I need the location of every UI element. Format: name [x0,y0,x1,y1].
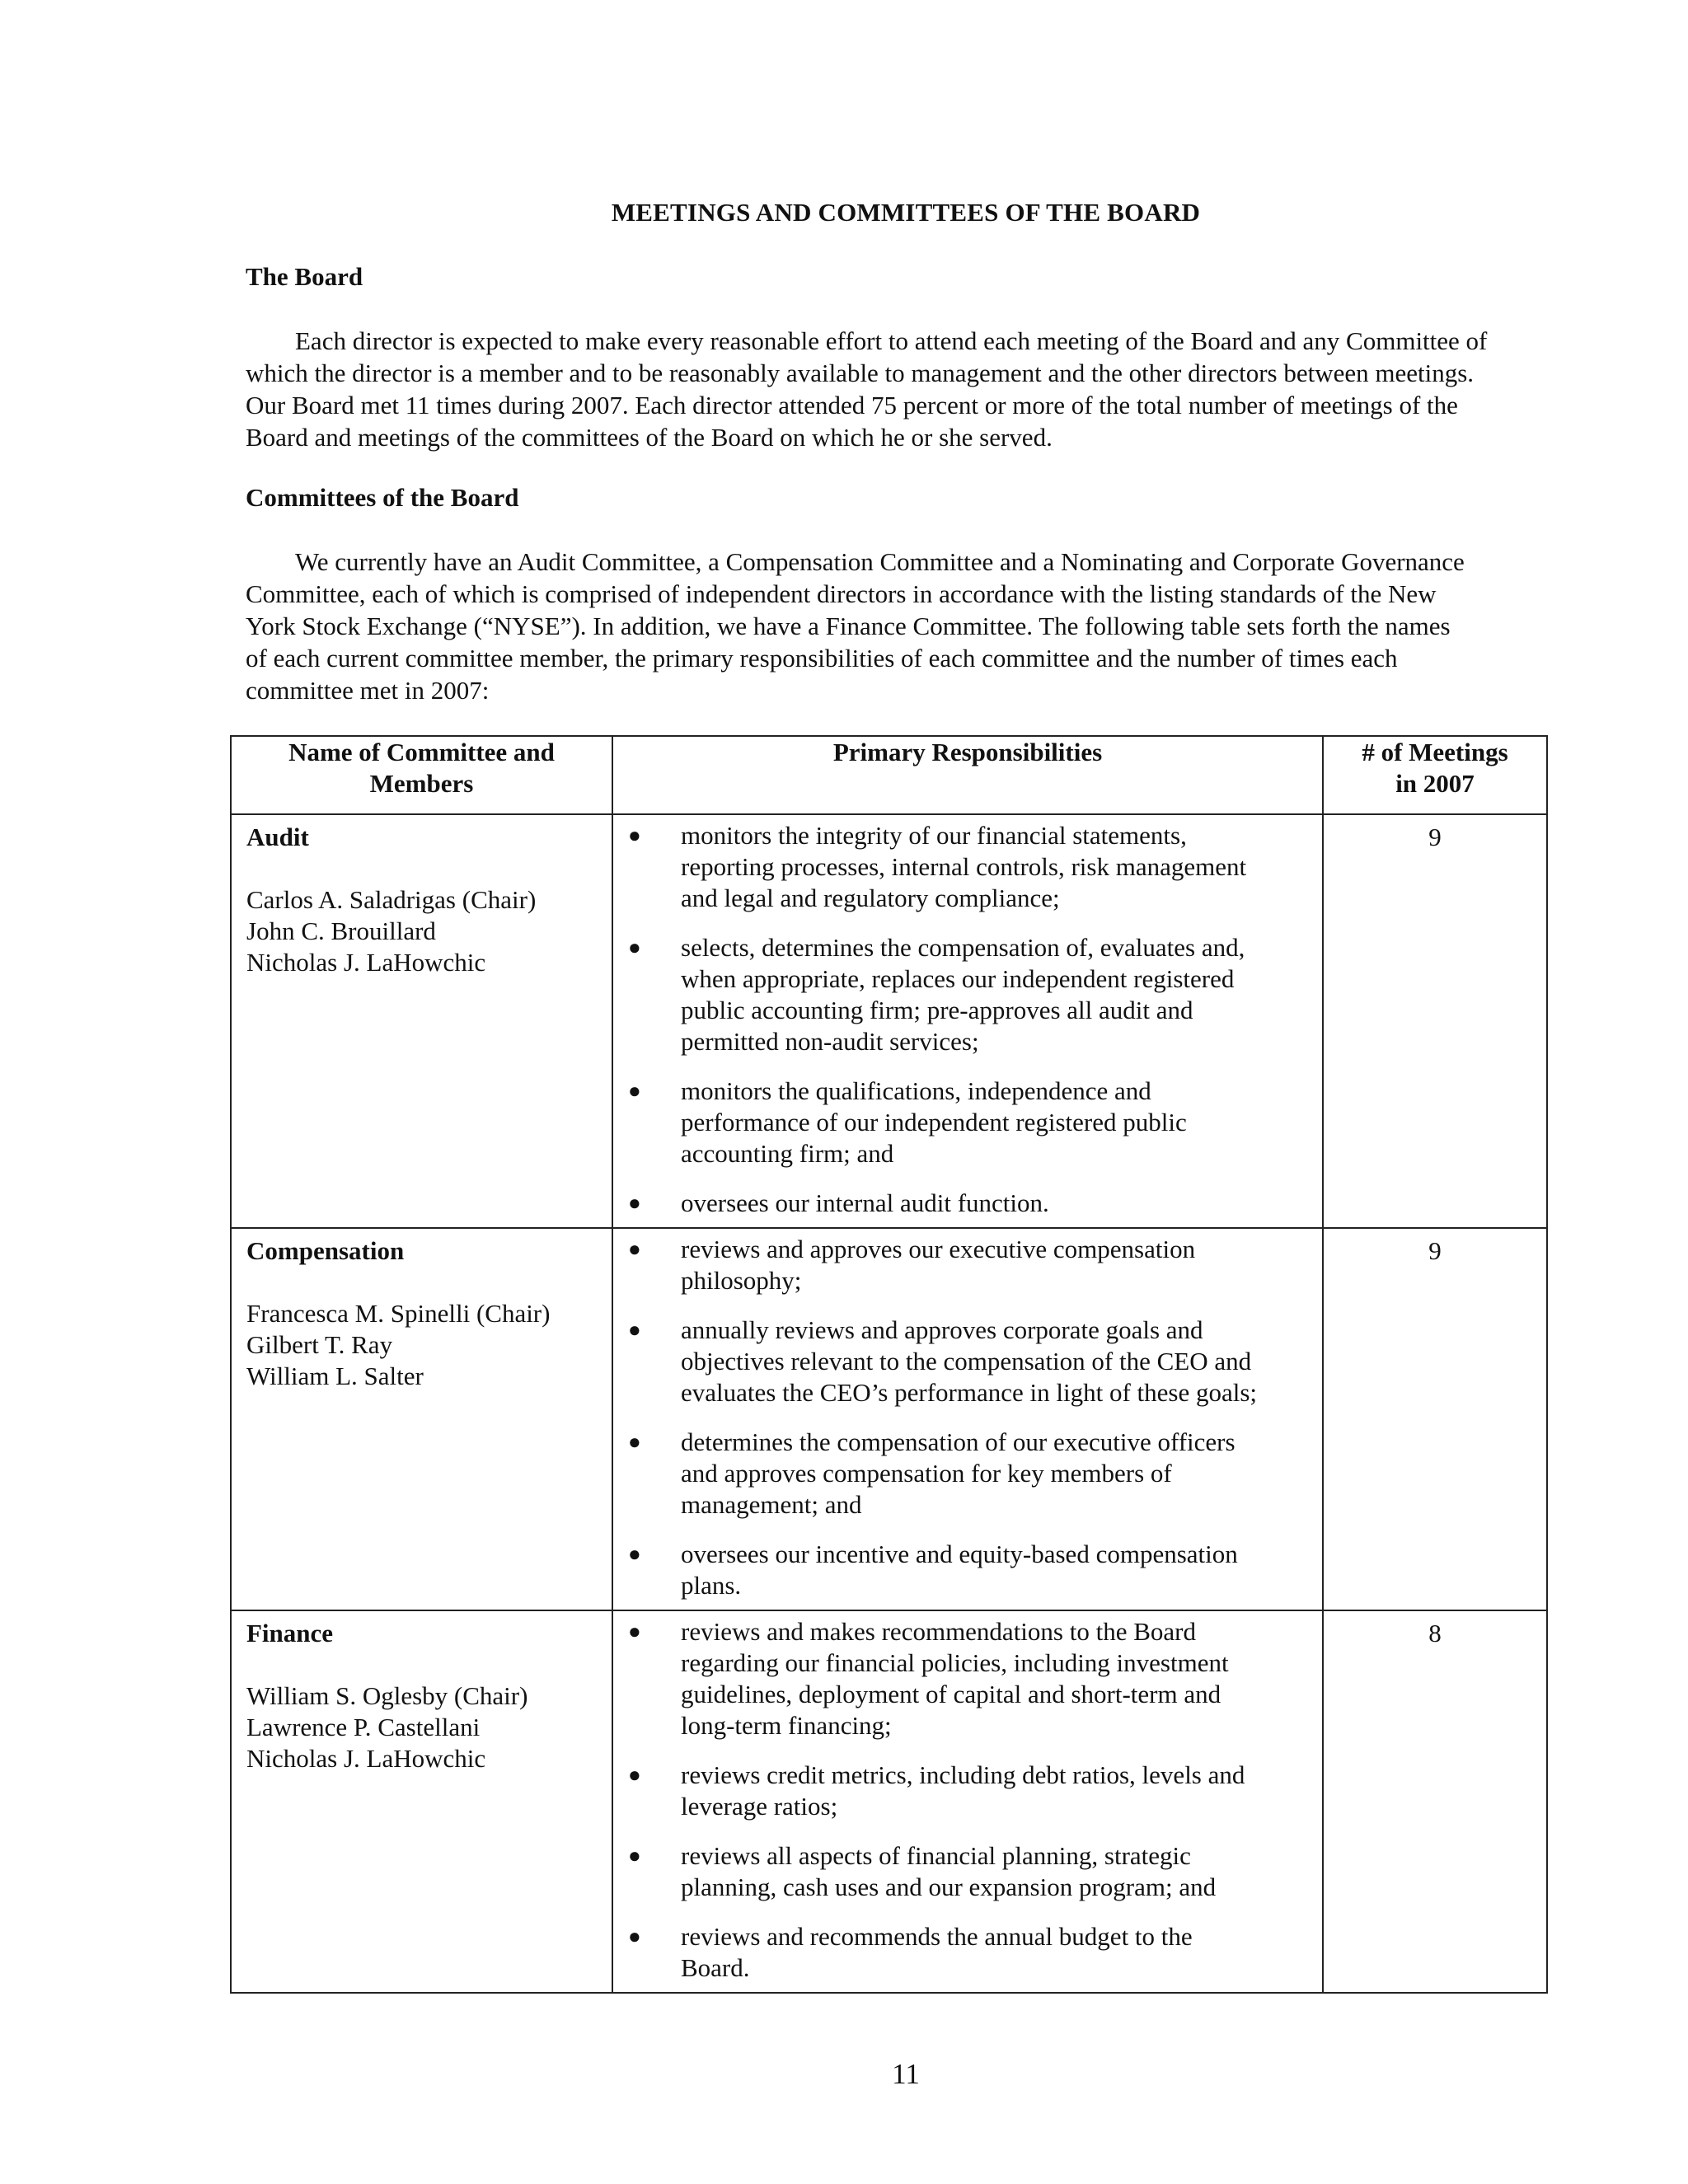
table-row [231,1610,1547,1993]
responsibility-line: oversees our incentive and equity-based compensation [681,1540,1238,1568]
responsibility-item [621,820,1314,914]
responsibility-line: monitors the qualifications, independence and [681,1076,1151,1105]
responsibility-item [621,1188,1314,1219]
bullet-icon: ● [628,1844,641,1868]
committee-member: Nicholas J. LaHowchic [246,1744,486,1773]
responsibility-item [621,1076,1314,1169]
committee-cell [231,1610,612,1993]
responsibility-line: when appropriate, replaces our independent registered [681,964,1235,993]
responsibility-line: reviews and recommends the annual budget to the [681,1922,1193,1951]
paragraph-line: York Stock Exchange (“NYSE”). In addition, we have a Finance Committee. The following table sets forth the names [246,612,1451,640]
responsibility-item [621,1539,1314,1601]
committee-member: Lawrence P. Castellani [246,1713,481,1741]
board-heading: The Board [246,262,363,291]
committee-member: Carlos A. Saladrigas (Chair) [246,885,537,914]
board-paragraph [246,325,1573,453]
responsibility-line: Board. [681,1953,750,1982]
committees-heading: Committees of the Board [246,483,519,512]
responsibility-item [621,1840,1314,1903]
column-header-responsibilities: Primary Responsibilities [612,736,1323,814]
table-row [231,1228,1547,1610]
meetings-count: 9 [1323,814,1547,1228]
committee-member: William S. Oglesby (Chair) [246,1681,528,1710]
header-line: Name of Committee and [288,738,555,766]
bullet-icon: ● [628,823,641,847]
column-header-name [231,736,612,814]
committee-name: Audit [246,823,309,851]
responsibility-line: and legal and regulatory compliance; [681,883,1060,912]
responsibility-item [621,1234,1314,1296]
responsibility-line: plans. [681,1571,742,1600]
committee-name: Finance [246,1619,334,1647]
responsibility-line: guidelines, deployment of capital and short-term and [681,1680,1221,1708]
header-line: in 2007 [1395,769,1475,798]
meetings-count: 8 [1323,1610,1547,1993]
header-line: # of Meetings [1362,738,1508,766]
responsibility-item [621,1760,1314,1822]
committee-member: John C. Brouillard [246,916,436,945]
responsibility-line: regarding our financial policies, including investment [681,1648,1229,1677]
responsibility-line: reviews all aspects of financial planning, strategic [681,1841,1191,1870]
bullet-icon: ● [628,1191,641,1215]
bullet-icon: ● [628,1542,641,1566]
bullet-icon: ● [628,1430,641,1454]
paragraph-line: Board and meetings of the committees of the Board on which he or she served. [246,423,1053,452]
responsibility-item [621,1427,1314,1521]
responsibility-line: selects, determines the compensation of, evaluates and, [681,933,1245,962]
responsibilities-cell [612,1228,1323,1610]
responsibility-line: philosophy; [681,1266,802,1295]
responsibility-line: public accounting firm; pre-approves all audit and [681,996,1193,1024]
responsibilities-cell [612,814,1323,1228]
responsibility-line: oversees our internal audit function. [681,1188,1049,1217]
bullet-icon: ● [628,1763,641,1787]
responsibility-line: reviews and makes recommendations to the Board [681,1617,1196,1646]
meetings-count: 9 [1323,1228,1547,1610]
responsibility-line: leverage ratios; [681,1792,838,1821]
page-title: MEETINGS AND COMMITTEES OF THE BOARD [611,198,1201,227]
bullet-icon: ● [628,1619,641,1643]
paragraph-line: committee met in 2007: [246,676,490,705]
committee-member: Francesca M. Spinelli (Chair) [246,1299,551,1328]
responsibility-line: reviews and approves our executive compensation [681,1235,1196,1263]
paragraph-line: Our Board met 11 times during 2007. Each director attended 75 percent or more of the total number of meetings of the [246,391,1458,419]
responsibility-line: long-term financing; [681,1711,892,1740]
responsibility-line: monitors the integrity of our financial statements, [681,821,1187,850]
responsibility-line: performance of our independent registered public [681,1108,1187,1137]
bullet-icon: ● [628,1237,641,1261]
responsibility-item [621,932,1314,1057]
responsibility-line: objectives relevant to the compensation of the CEO and [681,1347,1252,1376]
paragraph-line: We currently have an Audit Committee, a Compensation Committee and a Nominating and Corporate Governance [295,547,1465,576]
paragraph-line: Committee, each of which is comprised of independent directors in accordance with the listing standards of the New [246,579,1437,608]
committees-paragraph [246,546,1573,706]
committee-name: Compensation [246,1236,405,1265]
paragraph-line: which the director is a member and to be reasonably available to management and the other directors between meetings. [246,359,1475,387]
bullet-icon: ● [628,1079,641,1103]
paragraph-line: of each current committee member, the primary responsibilities of each committee and the number of times each [246,644,1398,673]
bullet-icon: ● [628,935,641,959]
committee-cell [231,814,612,1228]
responsibility-line: and approves compensation for key members of [681,1459,1172,1488]
responsibility-line: reporting processes, internal controls, risk management [681,852,1247,881]
responsibility-line: accounting firm; and [681,1139,894,1168]
responsibility-line: determines the compensation of our executive officers [681,1427,1236,1456]
page-number: 11 [892,2058,920,2090]
table-row [231,814,1547,1228]
bullet-icon: ● [628,1318,641,1342]
committee-member: Nicholas J. LaHowchic [246,948,486,977]
committee-cell [231,1228,612,1610]
header-line: Members [369,769,474,798]
paragraph-line: Each director is expected to make every reasonable effort to attend each meeting of the Board and any Committee of [295,326,1488,355]
responsibility-item [621,1616,1314,1741]
bullet-icon: ● [628,1924,641,1948]
responsibility-item [621,1921,1314,1984]
responsibility-line: planning, cash uses and our expansion program; and [681,1872,1217,1901]
table-header-row [231,736,1547,814]
responsibility-line: annually reviews and approves corporate goals and [681,1315,1203,1344]
column-header-meetings [1323,736,1547,814]
committees-table [230,735,1548,1994]
responsibility-line: evaluates the CEO’s performance in light of these goals; [681,1378,1258,1407]
responsibility-item [621,1315,1314,1408]
responsibility-line: management; and [681,1490,862,1519]
responsibilities-cell [612,1610,1323,1993]
responsibility-line: reviews credit metrics, including debt ratios, levels and [681,1760,1245,1789]
committee-member: Gilbert T. Ray [246,1330,393,1359]
responsibility-line: permitted non-audit services; [681,1027,979,1056]
committee-member: William L. Salter [246,1361,424,1390]
